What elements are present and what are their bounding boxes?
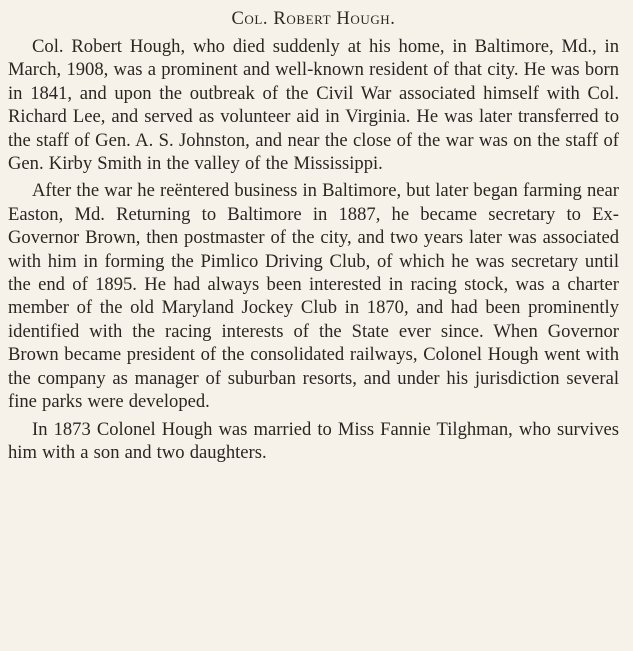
article-title: Col. Robert Hough. [231,9,396,29]
paragraph-2: After the war he reëntered business in Baltimore, but later began farming near Easton, Md. Returning to Baltimore in 1887, he became secretary to Ex-Governor Brown, then postmaster of the city, and two years later was associated with him in forming the Pimlico Driving Club, of which he was secretary until the end of 1895. He had always been interested in racing stock, was a charter member of the old Maryland Jockey Club in 1870, and had been prominently identified with the racing interests of the State ever since. When Governor Brown became president of the consolidated railways, Colonel Hough went with the company as manager of suburban resorts, and under his jurisdiction several fine parks were developed. [8,180,619,413]
paragraph-3: In 1873 Colonel Hough was married to Miss Fannie Tilghman, who survives him with a son and two daughters. [8,418,619,463]
paragraph-1: Col. Robert Hough, who died suddenly at his home, in Baltimore, Md., in March, 1908, was a prominent and well-known resident of that city. He was born in 1841, and upon the outbreak of the Civil War associated himself with Col. Richard Lee, and served as volunteer aid in Virginia. He was later transferred to the staff of Gen. A. S. Johnston, and near the close of the war was on the staff of Gen. Kirby Smith in the valley of the Mississippi. [8,36,619,175]
